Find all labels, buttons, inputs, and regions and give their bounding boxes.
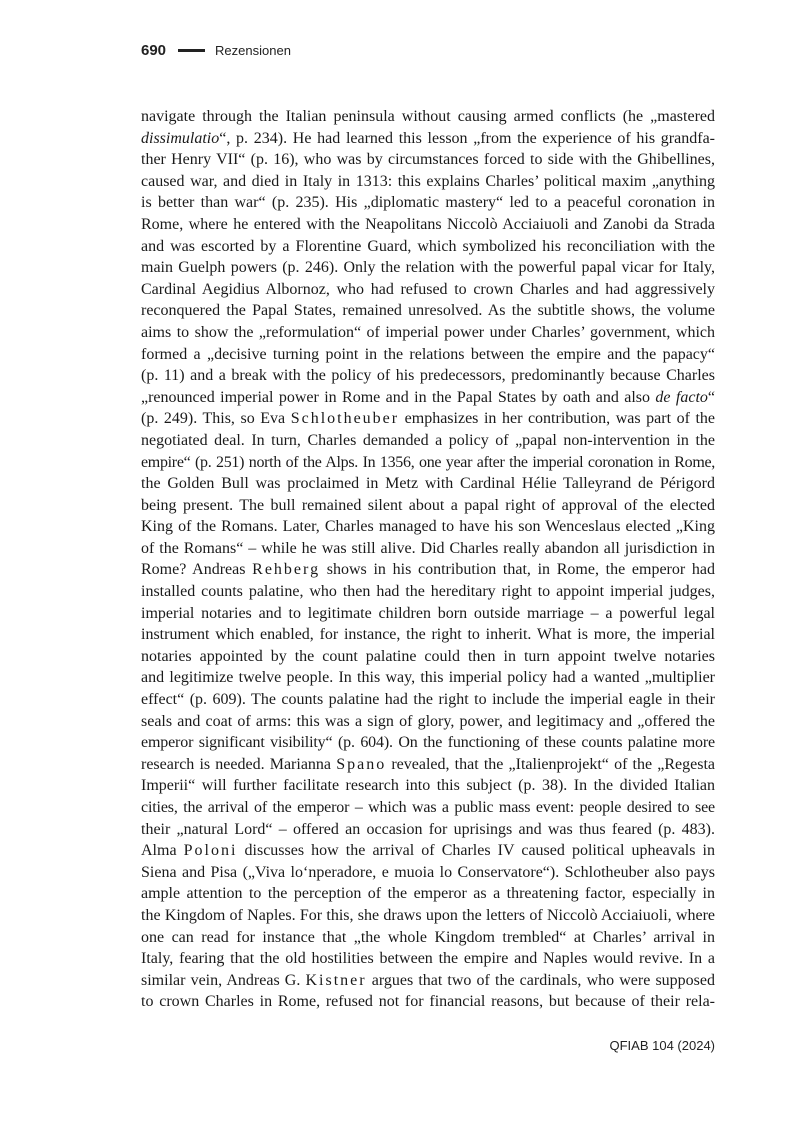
text-line: Italy, fearing that the old hostilities between the empire and Naples would revive. In a: [141, 950, 715, 968]
text-line: aims to show the „reformulation“ of imperial power under Charles’ government, which: [141, 323, 715, 341]
text-line: Alma Poloni discusses how the arrival of Charles IV caused political upheavals in: [141, 842, 715, 860]
text-line: navigate through the Italian peninsula without causing armed conflicts (he „mastered: [141, 108, 715, 125]
text-line: caused war, and died in Italy in 1313: this explains Charles’ political maxim „anything: [141, 172, 715, 190]
text-line: (p. 11) and a break with the policy of his predecessors, predominantly because Charles: [141, 367, 715, 385]
author-name: Schlotheuber: [290, 410, 400, 428]
text-line: being present. The bull remained silent about a papal right of approval of the elected: [141, 496, 715, 514]
text-line: the Kingdom of Naples. For this, she draws upon the letters of Niccolò Acciaiuoli, where: [141, 906, 715, 924]
text-line: „renounced imperial power in Rome and in the Papal States by oath and also de facto“: [141, 388, 715, 406]
text-line: instrument which enabled, for instance, the right to inherit. What is more, the imperial: [141, 626, 715, 644]
text-line: Imperii“ will further facilitate research into this subject (p. 38). In the divided Italian: [141, 777, 715, 795]
text-line: Rome? Andreas Rehberg shows in his contribution that, in Rome, the emperor had: [141, 561, 716, 579]
text-line: and was escorted by a Florentine Guard, which symbolized his reconciliation with the: [141, 237, 715, 255]
italic-term: dissimulatio: [141, 129, 220, 147]
text-line: their „natural Lord“ – offered an occasion for uprisings and was thus feared (p. 483).: [141, 820, 715, 838]
text-line: one can read for instance that „the whole Kingdom trembled“ at Charles’ arrival in: [141, 928, 715, 946]
section-title: Rezensionen: [215, 43, 291, 58]
text-line: similar vein, Andreas G. Kistner argues that two of the cardinals, who were supposed: [141, 971, 716, 989]
text-line: imperial notaries and to legitimate children born outside marriage – a powerful legal: [141, 604, 715, 622]
text-line: research is needed. Marianna Spano revealed, that the „Italienprojekt“ of the „Regesta: [141, 755, 715, 773]
text-line: empire“ (p. 251) north of the Alps. In 1356, one year after the imperial coronation in Rome,: [141, 453, 715, 471]
text-line: ample attention to the perception of the emperor as a threatening factor, especially in: [141, 885, 715, 903]
text-line: ther Henry VII“ (p. 16), who was by circumstances forced to side with the Ghibellines,: [141, 151, 715, 169]
text-line: seals and coat of arms: this was a sign of glory, power, and legitimacy and „offered the: [141, 712, 715, 730]
text-line: dissimulatio“, p. 234). He had learned this lesson „from the experience of his grandfa-: [141, 129, 715, 147]
text-line: main Guelph powers (p. 246). Only the relation with the powerful papal vicar for Italy,: [141, 259, 715, 277]
text-line: Siena and Pisa („Viva lo‘nperadore, e muoia lo Conservatore“). Schlotheuber also pays: [141, 863, 715, 881]
text-line: Cardinal Aegidius Albornoz, who had refused to crown Charles and had aggressively: [141, 280, 715, 298]
text-line: and legitimize twelve people. In this way, this imperial policy had a wanted „multiplier: [141, 669, 715, 687]
text-line: of the Romans“ – while he was still alive. Did Charles really abandon all jurisdiction in: [141, 539, 715, 557]
text-line: notaries appointed by the count palatine could then in turn appoint twelve notaries: [141, 647, 715, 665]
author-name: Rehberg: [252, 561, 321, 579]
journal-footer: QFIAB 104 (2024): [609, 1038, 715, 1053]
text-line: reconquered the Papal States, remained unresolved. As the subtitle shows, the volume: [141, 302, 715, 320]
header-rule: [178, 49, 205, 52]
page-number: 690: [141, 42, 167, 59]
author-name: Poloni: [183, 842, 238, 860]
text-line: negotiated deal. In turn, Charles demanded a policy of „papal non-intervention in the: [141, 431, 715, 449]
text-line: to crown Charles in Rome, refused not for financial reasons, but because of their rela-: [141, 993, 715, 1011]
text-line: Rome, where he entered with the Neapolitans Niccolò Acciaiuoli and Zanobi da Strada: [141, 215, 715, 233]
text-line: formed a „decisive turning point in the relations between the empire and the papacy“: [141, 345, 715, 363]
italic-term: de facto: [655, 388, 708, 406]
text-line: is better than war“ (p. 235). His „diplomatic mastery“ led to a peaceful coronation in: [141, 194, 715, 212]
text-line: emperor significant visibility“ (p. 604). On the functioning of these counts palatine more: [141, 734, 715, 752]
text-line: (p. 249). This, so Eva Schlotheuber emphasizes in her contribution, was part of the: [141, 410, 716, 428]
body-text: [141, 106, 715, 1013]
text-line: effect“ (p. 609). The counts palatine had the right to include the imperial eagle in their: [141, 691, 715, 709]
author-name: Spano: [336, 755, 387, 773]
text-line: the Golden Bull was proclaimed in Metz with Cardinal Hélie Talleyrand de Périgord: [141, 475, 715, 493]
text-line: King of the Romans. Later, Charles managed to have his son Wenceslaus elected „King: [141, 518, 715, 536]
text-line: installed counts palatine, who then had the hereditary right to appoint imperial judges,: [141, 583, 715, 601]
author-name: Kistner: [305, 971, 367, 989]
running-header: [141, 42, 291, 59]
text-line: cities, the arrival of the emperor – which was a public mass event: people desired to see: [141, 799, 715, 816]
